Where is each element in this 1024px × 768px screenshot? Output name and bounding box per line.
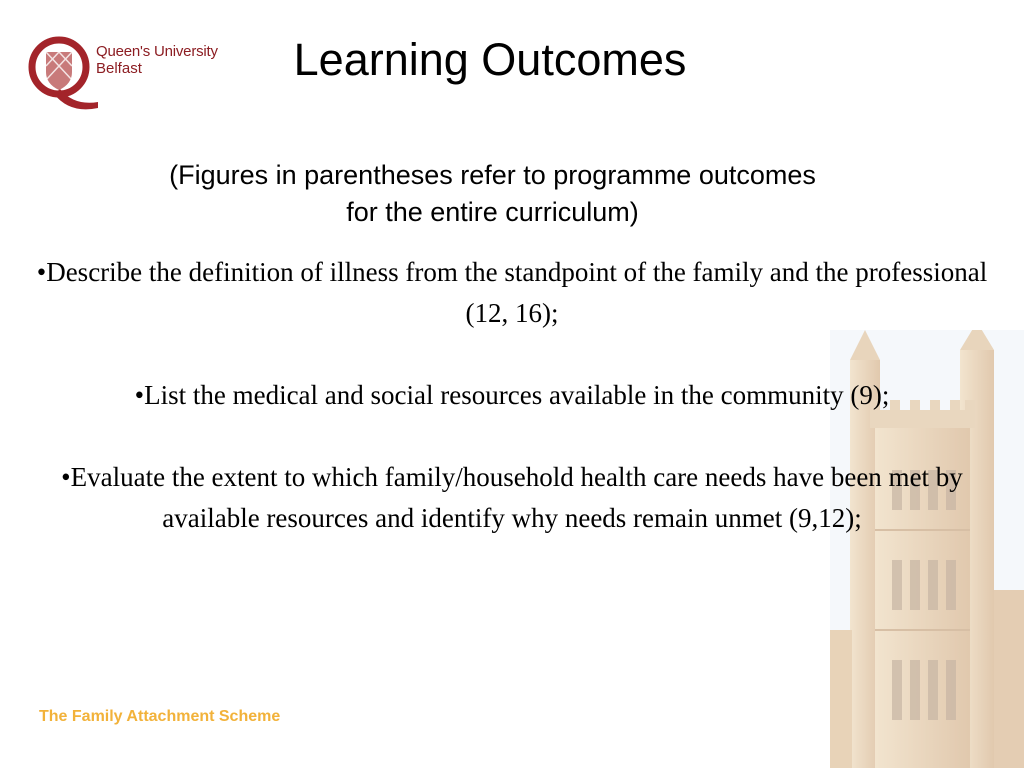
subtitle-line-1: (Figures in parentheses refer to programme outcomes xyxy=(169,160,816,190)
slide-title: Learning Outcomes xyxy=(293,34,687,85)
outcome-item-3: •Evaluate the extent to which family/household health care needs have been met by available resources and identify why needs remain unmet (9,12); xyxy=(61,462,963,533)
outcome-item-1: •Describe the definition of illness from the standpoint of the family and the professional (12, 16); xyxy=(36,257,988,328)
university-logo xyxy=(26,34,241,112)
slide-subtitle xyxy=(60,157,925,231)
university-crest-icon xyxy=(26,34,102,112)
logo-line-university: Queen's University xyxy=(96,43,218,60)
subtitle-line-2: for the entire curriculum) xyxy=(346,197,639,227)
logo-line-belfast: Belfast xyxy=(96,60,142,77)
outcome-item-2: •List the medical and social resources available in the community (9); xyxy=(134,380,890,410)
footer-scheme-name: The Family Attachment Scheme xyxy=(39,708,281,725)
learning-outcomes-list xyxy=(20,252,1004,539)
logo-wordmark xyxy=(96,43,218,77)
